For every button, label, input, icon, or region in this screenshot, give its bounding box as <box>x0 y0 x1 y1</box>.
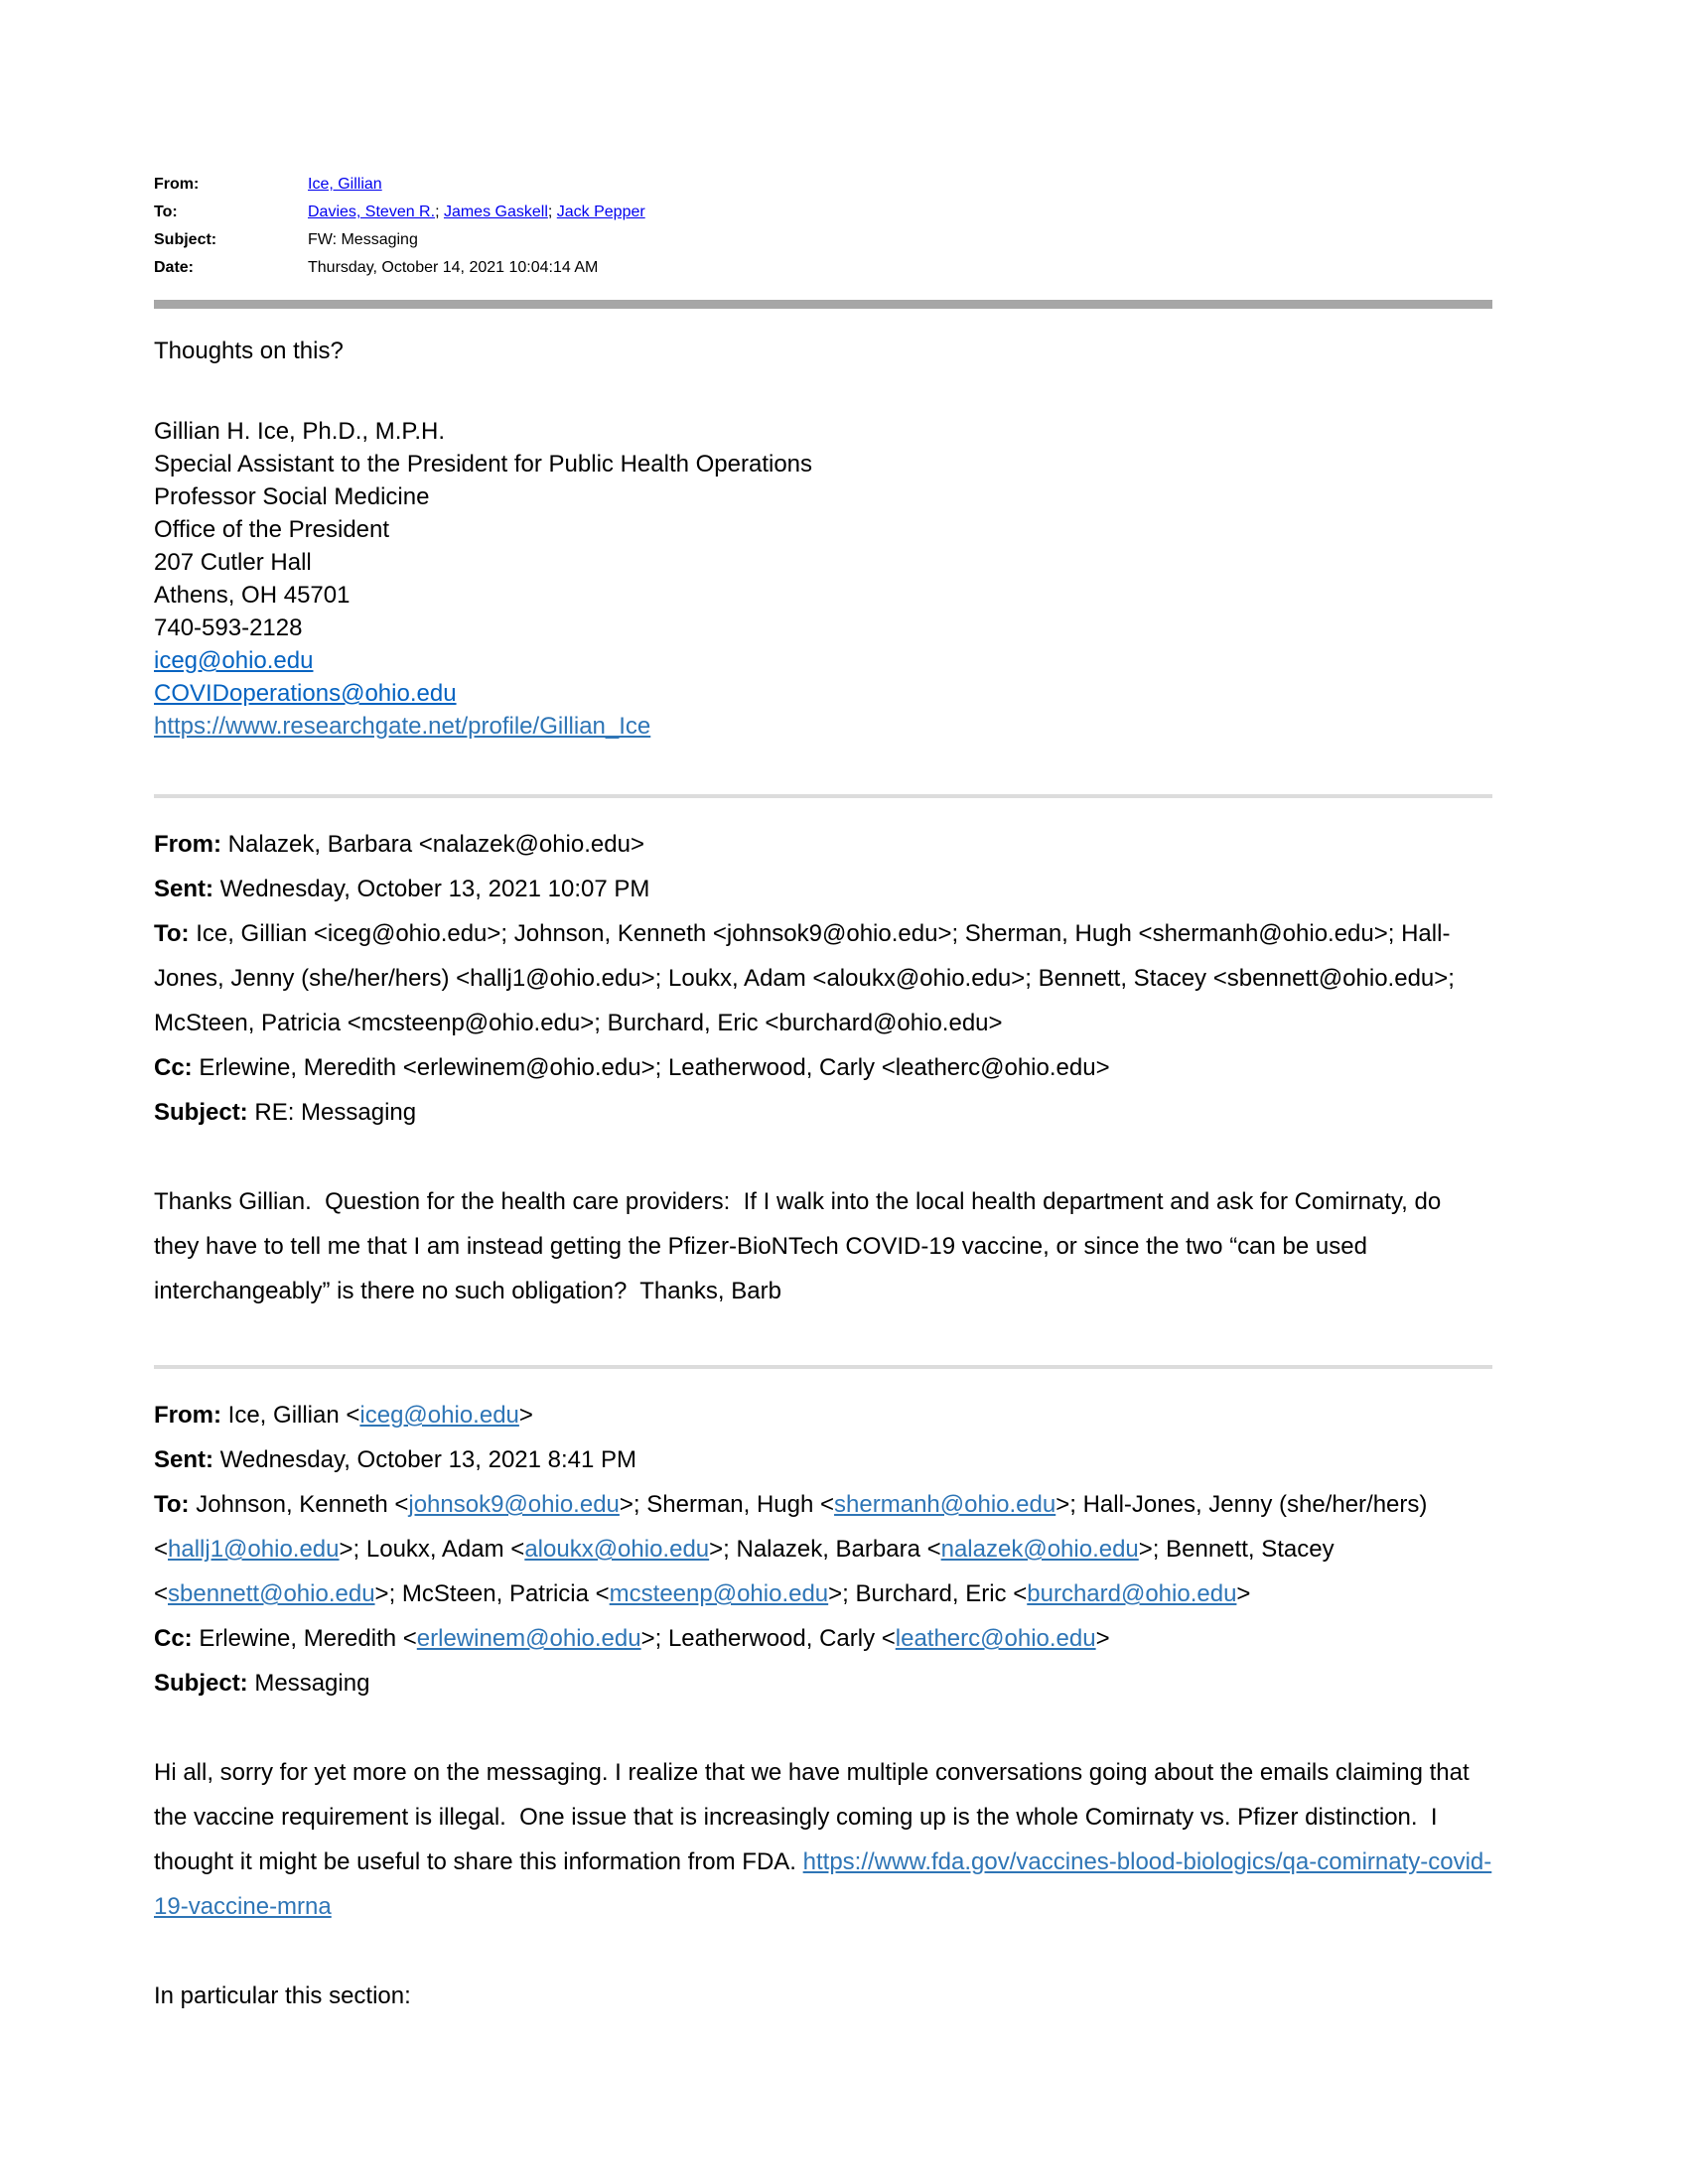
header-row-to <box>154 199 1492 226</box>
field-label: Sent: <box>154 1446 213 1473</box>
signature-title: Special Assistant to the President for Public Health Operations <box>154 451 813 478</box>
text-part: >; Leatherwood, Carly < <box>640 1625 896 1652</box>
header-label-date: Date: <box>154 259 195 276</box>
quoted-to-line <box>154 1482 1492 1616</box>
text-part: Ice, Gillian < <box>221 1402 360 1429</box>
text-part: Wednesday, October 13, 2021 8:41 PM <box>213 1446 637 1473</box>
quoted-sent-line <box>154 1437 1492 1482</box>
inline-link[interactable]: https://www.fda.gov/vaccines-blood-biologics/qa-comirnaty-covid-19-vaccine-mrna <box>154 1848 1492 1920</box>
header-value-subject <box>308 226 1492 254</box>
header-label-subject: Subject: <box>154 231 217 248</box>
signature-covid-email-link[interactable]: COVIDoperations@ohio.edu <box>154 680 457 707</box>
inline-link[interactable]: sbennett@ohio.edu <box>168 1580 375 1607</box>
text-part: Erlewine, Meredith < <box>192 1625 417 1652</box>
quoted-from-line <box>154 822 1492 867</box>
inline-link[interactable]: Davies, Steven R. <box>308 204 436 220</box>
text-part: > <box>518 1402 533 1429</box>
signature-office: Office of the President <box>154 516 390 543</box>
quoted-email-ice <box>154 1393 1492 1706</box>
header-divider-bar <box>154 300 1492 309</box>
text-part: Messaging <box>247 1670 370 1697</box>
field-label: Subject: <box>154 1670 248 1697</box>
text-part: ; <box>435 204 444 220</box>
header-value-from <box>308 171 1492 199</box>
intro-text: Thoughts on this? <box>154 338 344 364</box>
signature-role: Professor Social Medicine <box>154 483 430 510</box>
inline-link[interactable]: shermanh@ohio.edu <box>834 1491 1056 1518</box>
signature-name: Gillian H. Ice, Ph.D., M.P.H. <box>154 418 445 445</box>
field-label: To: <box>154 920 190 947</box>
header-value-to <box>308 199 1492 226</box>
signature-researchgate-link[interactable]: https://www.researchgate.net/profile/Gillian_Ice <box>154 713 651 740</box>
text-part: >; Burchard, Eric < <box>828 1580 1028 1607</box>
inline-link[interactable]: leatherc@ohio.edu <box>895 1625 1096 1652</box>
text-part: Hi all, sorry for yet more on the messaging. I realize that we have multiple conversations going about the emails claiming that the vaccine requirement is illegal. One issue that is increasingly coming up is the whole Comirnaty vs. Pfizer distinction. I thought it might be useful to share this information from FDA. <box>154 1759 1477 1875</box>
inline-link[interactable]: iceg@ohio.edu <box>359 1402 519 1429</box>
header-value-date <box>308 254 1492 282</box>
outro-text: In particular this section: <box>154 1982 411 2009</box>
signature-city-line: Athens, OH 45701 <box>154 582 351 609</box>
quoted-subject-line <box>154 1661 1492 1706</box>
signature-address-line: 207 Cutler Hall <box>154 549 312 576</box>
text-part: FW: Messaging <box>308 231 418 248</box>
header-label-from: From: <box>154 176 200 193</box>
text-part: >; Bennett, Stacey < <box>154 1536 1341 1607</box>
text-part: >; Hall-Jones, Jenny (she/her/hers) < <box>154 1491 1435 1563</box>
text-part: Johnson, Kenneth < <box>189 1491 409 1518</box>
signature-block <box>154 415 1492 743</box>
signature-phone: 740-593-2128 <box>154 614 303 641</box>
text-part: >; Loukx, Adam < <box>339 1536 525 1563</box>
message-header <box>154 171 1492 282</box>
quoted-cc-line <box>154 1616 1492 1661</box>
quoted-body-nalazek: Thanks Gillian. Question for the health care providers: If I walk into the local health department and ask for Comirnaty, do they have to tell me that I am instead getting the Pfizer-BioNTech COVID-19 vaccine, or since the two “can be used interchangeably” is there no such obligation? Thanks, Barb <box>154 1188 1448 1304</box>
inline-link[interactable]: burchard@ohio.edu <box>1027 1580 1237 1607</box>
inline-link[interactable]: hallj1@ohio.edu <box>168 1536 340 1563</box>
field-label: To: <box>154 1491 190 1518</box>
inline-link[interactable]: James Gaskell <box>443 204 548 220</box>
inline-link[interactable]: nalazek@ohio.edu <box>940 1536 1139 1563</box>
quoted-from-line <box>154 1393 1492 1437</box>
text-part: > <box>1236 1580 1251 1607</box>
field-label: Cc: <box>154 1054 193 1081</box>
quoted-sent-line <box>154 867 1492 911</box>
section-divider <box>154 794 1492 798</box>
text-part: Nalazek, Barbara <nalazek@ohio.edu> <box>221 831 644 858</box>
header-label-to: To: <box>154 204 178 220</box>
quoted-body-ice <box>154 1750 1492 1929</box>
text-part: RE: Messaging <box>247 1099 417 1126</box>
text-part: Ice, Gillian <iceg@ohio.edu>; Johnson, Kenneth <johnsok9@ohio.edu>; Sherman, Hugh <shermanh@ohio.edu>; Hall-Jones, Jenny (she/her/hers) <hallj1@ohio.edu>; Loukx, Adam <aloukx@ohio.edu>; Bennett, Stacey <sbennett@ohio.edu>; McSteen, Patricia <mcsteenp@ohio.edu>; Burchard, Eric <burchard@ohio.edu> <box>154 920 1462 1036</box>
field-label: Sent: <box>154 876 213 902</box>
field-label: Subject: <box>154 1099 248 1126</box>
text-part: Erlewine, Meredith <erlewinem@ohio.edu>; Leatherwood, Carly <leatherc@ohio.edu> <box>192 1054 1110 1081</box>
inline-link[interactable]: Jack Pepper <box>556 204 645 220</box>
quoted-email-nalazek <box>154 822 1492 1135</box>
inline-link[interactable]: mcsteenp@ohio.edu <box>609 1580 829 1607</box>
field-label: Cc: <box>154 1625 193 1652</box>
quoted-cc-line <box>154 1045 1492 1090</box>
inline-link[interactable]: erlewinem@ohio.edu <box>416 1625 641 1652</box>
field-label: From: <box>154 1402 221 1429</box>
quoted-subject-line <box>154 1090 1492 1135</box>
inline-link[interactable]: Ice, Gillian <box>308 176 382 193</box>
inline-link[interactable]: johnsok9@ohio.edu <box>408 1491 620 1518</box>
text-part: Thursday, October 14, 2021 10:04:14 AM <box>308 259 599 276</box>
inline-link[interactable]: aloukx@ohio.edu <box>524 1536 710 1563</box>
section-divider <box>154 1365 1492 1369</box>
header-row-from <box>154 171 1492 199</box>
email-content <box>154 171 1492 2018</box>
field-label: From: <box>154 831 221 858</box>
header-row-subject <box>154 226 1492 254</box>
text-part: >; McSteen, Patricia < <box>374 1580 610 1607</box>
text-part: >; Nalazek, Barbara < <box>709 1536 941 1563</box>
text-part: > <box>1095 1625 1110 1652</box>
text-part: ; <box>547 204 557 220</box>
quoted-to-line <box>154 911 1492 1045</box>
text-part: >; Sherman, Hugh < <box>619 1491 835 1518</box>
text-part: Wednesday, October 13, 2021 10:07 PM <box>213 876 650 902</box>
header-row-date <box>154 254 1492 282</box>
signature-email-link[interactable]: iceg@ohio.edu <box>154 647 314 674</box>
